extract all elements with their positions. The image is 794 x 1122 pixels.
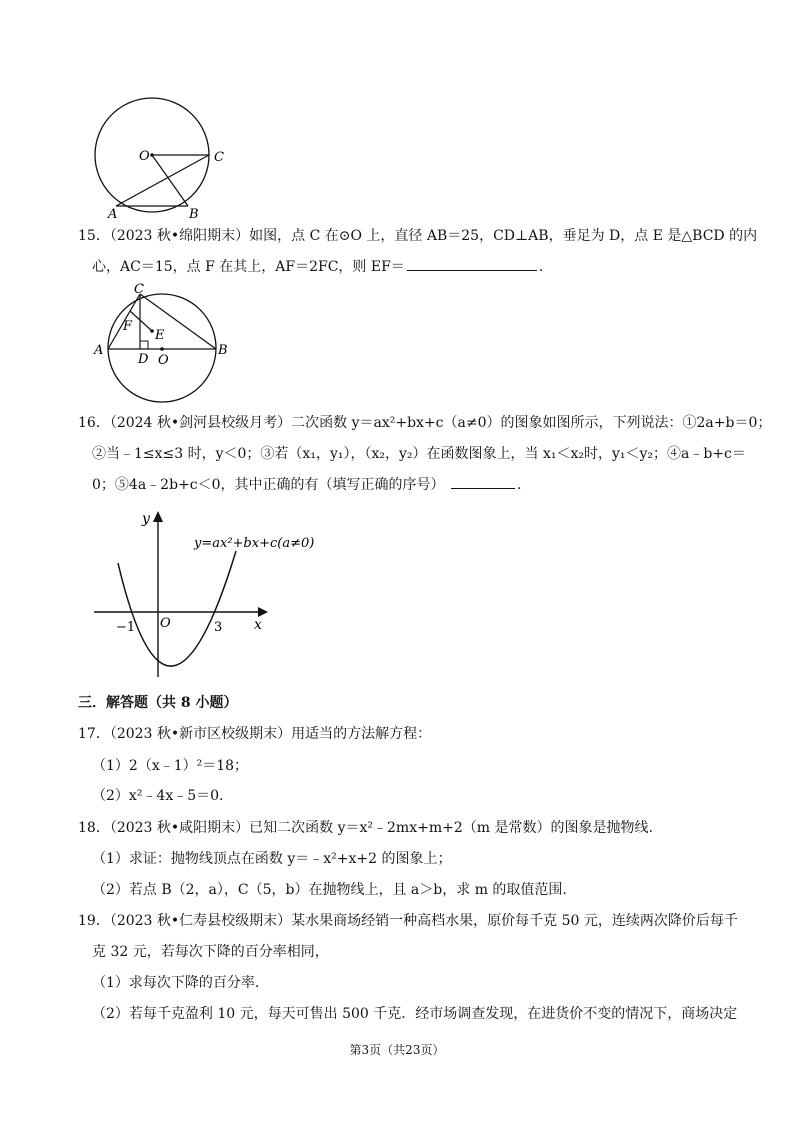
y-axis-arrow bbox=[153, 511, 163, 522]
origin-label: O bbox=[160, 616, 171, 631]
q16-line2: ②当﹣1≤x≤3 时，y＜0；③若（x₁，y₁），（x₂，y₂）在函数图象上，当 x₁＜x₂时，y₁＜y₂；④a﹣b+c＝ bbox=[92, 446, 746, 462]
x-axis-label: x bbox=[254, 617, 262, 633]
x-axis-arrow bbox=[258, 607, 268, 617]
point-e bbox=[150, 329, 154, 333]
label-c: C bbox=[214, 150, 224, 165]
label-e: E bbox=[155, 328, 165, 343]
q19-part1: （1）求每次下降的百分率. bbox=[92, 975, 260, 991]
q18-stem: 18．（2023 秋•咸阳期末）已知二次函数 y＝x²﹣2mx+m+2（m 是常数）的图象是抛物线. bbox=[78, 820, 653, 836]
point-o-2 bbox=[160, 347, 164, 351]
circle-figure-2 bbox=[90, 280, 240, 405]
label-b: B bbox=[189, 207, 199, 222]
q15-line1: 15．（2023 秋•绵阳期末）如图，点 C 在⊙O 上，直径 AB＝25，CD⊥AB，垂足为 D，点 E 是△BCD 的内 bbox=[78, 228, 758, 244]
label-o: O bbox=[139, 149, 150, 164]
q16-end: . bbox=[516, 477, 522, 493]
equation-label: y=ax²+bx+c(a≠0) bbox=[194, 536, 315, 551]
q17-part1: （1）2（x﹣1）²＝18； bbox=[92, 758, 249, 774]
q16-line3 bbox=[92, 474, 521, 495]
y-axis-label: y bbox=[142, 511, 150, 527]
q17-stem: 17．（2023 秋•新市区校级期末）用适当的方法解方程： bbox=[78, 726, 432, 742]
q15-end: . bbox=[538, 259, 544, 275]
label-a: A bbox=[108, 207, 118, 222]
q19-stem-line1: 19．（2023 秋•仁寿县校级期末）某水果商场经销一种高档水果，原价每千克 50 元，连续两次降价后每千 bbox=[78, 913, 738, 929]
segment-ac bbox=[116, 155, 209, 206]
tick-label-3: 3 bbox=[214, 620, 223, 635]
q18-part1: （1）求证：抛物线顶点在函数 y＝﹣x²+x+2 的图象上； bbox=[92, 851, 452, 867]
section-title: 三．解答题（共 8 小题） bbox=[78, 695, 238, 711]
right-angle-mark bbox=[140, 341, 148, 349]
circle-figure-1 bbox=[88, 95, 238, 220]
q18-part2: （2）若点 B（2，a），C（5，b）在抛物线上，且 a＞b，求 m 的取值范围. bbox=[92, 882, 567, 898]
page-footer: 第3页（共23页） bbox=[349, 1043, 445, 1057]
q19-part2: （2）若每千克盈利 10 元，每天可售出 500 千克．经市场调查发现，在进货价不变的情况下，商场决定 bbox=[92, 1006, 738, 1022]
label-a-2: A bbox=[94, 343, 104, 358]
parabola-figure bbox=[88, 505, 315, 685]
q16-text: 0；⑤4a﹣2b+c＜0，其中正确的有（填写正确的序号） bbox=[92, 477, 445, 493]
tick-label-neg1: −1 bbox=[116, 620, 136, 635]
q15-answer-blank[interactable] bbox=[407, 256, 537, 271]
segment-ob bbox=[152, 155, 188, 206]
q15-text: 心，AC＝15，点 F 在其上，AF＝2FC，则 EF＝ bbox=[92, 259, 405, 275]
parabola-curve bbox=[118, 551, 236, 666]
q15-line2 bbox=[92, 256, 543, 277]
point-o bbox=[150, 153, 154, 157]
label-f: F bbox=[123, 319, 133, 334]
label-c-2: C bbox=[134, 282, 144, 297]
segment-cb bbox=[140, 294, 216, 349]
q16-line1: 16．（2024 秋•剑河县校级月考）二次函数 y＝ax²+bx+c（a≠0）的图象如图所示，下列说法：①2a+b＝0； bbox=[78, 415, 772, 431]
q16-answer-blank[interactable] bbox=[451, 474, 515, 489]
label-b-2: B bbox=[218, 343, 228, 358]
q17-part2: （2）x²﹣4x﹣5＝0. bbox=[92, 788, 224, 804]
q19-stem-line2: 克 32 元，若每次下降的百分率相同， bbox=[92, 944, 329, 960]
label-d: D bbox=[138, 352, 149, 367]
label-o-2: O bbox=[158, 353, 169, 368]
segment-fe bbox=[130, 311, 152, 331]
